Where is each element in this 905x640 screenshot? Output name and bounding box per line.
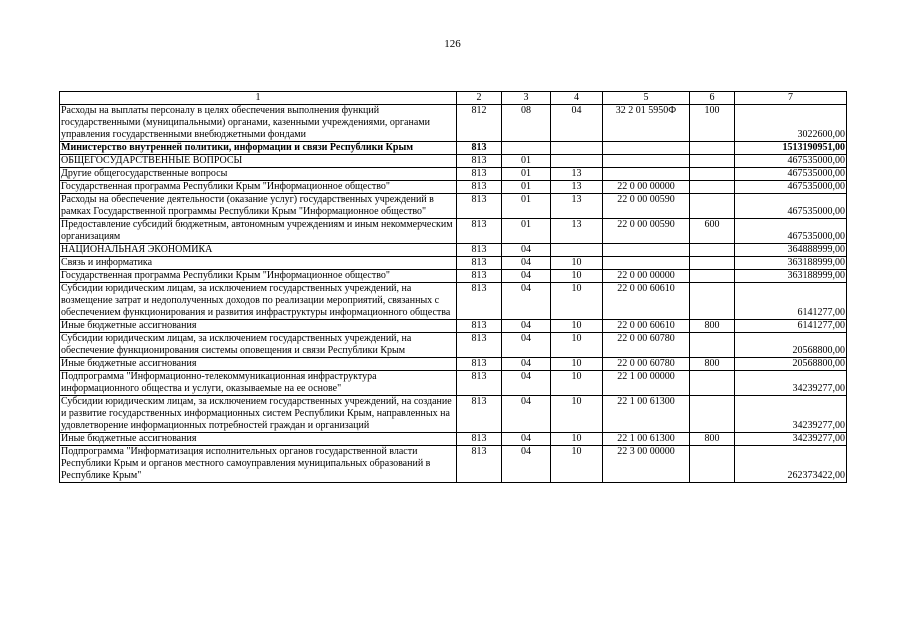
row-target-article-cell: 22 0 00 60780 xyxy=(603,333,690,358)
header-cell-4: 4 xyxy=(551,92,603,105)
row-section-cell: 01 xyxy=(502,181,551,194)
row-grbs-cell: 813 xyxy=(457,333,502,358)
row-section-cell: 04 xyxy=(502,396,551,433)
header-cell-2: 2 xyxy=(457,92,502,105)
row-amount-cell: 467535000,00 xyxy=(735,181,847,194)
row-subsection-cell: 10 xyxy=(551,257,603,270)
row-target-article-cell xyxy=(603,155,690,168)
row-section-cell: 04 xyxy=(502,433,551,446)
row-target-article-cell: 22 0 00 00590 xyxy=(603,219,690,244)
row-grbs-cell: 813 xyxy=(457,283,502,320)
row-name-cell: Подпрограмма "Информационно-телекоммуникационная инфраструктура информационного общества и услуги, оказываемые на ее основе" xyxy=(60,371,457,396)
table-row xyxy=(60,371,847,396)
row-section-cell: 01 xyxy=(502,194,551,219)
row-amount-cell: 363188999,00 xyxy=(735,270,847,283)
row-amount-cell: 262373422,00 xyxy=(735,446,847,483)
row-subsection-cell: 10 xyxy=(551,320,603,333)
row-subsection-cell: 13 xyxy=(551,168,603,181)
row-amount-cell: 34239277,00 xyxy=(735,396,847,433)
table-row xyxy=(60,219,847,244)
row-amount-cell: 34239277,00 xyxy=(735,371,847,396)
row-grbs-cell: 813 xyxy=(457,270,502,283)
row-amount-cell: 363188999,00 xyxy=(735,257,847,270)
row-amount-cell: 6141277,00 xyxy=(735,320,847,333)
row-grbs-cell: 813 xyxy=(457,155,502,168)
header-cell-3: 3 xyxy=(502,92,551,105)
row-subsection-cell: 10 xyxy=(551,371,603,396)
row-section-cell: 04 xyxy=(502,371,551,396)
row-grbs-cell: 813 xyxy=(457,142,502,155)
row-expense-type-cell xyxy=(690,168,735,181)
table-row xyxy=(60,358,847,371)
row-subsection-cell: 10 xyxy=(551,396,603,433)
table-row xyxy=(60,244,847,257)
row-expense-type-cell xyxy=(690,244,735,257)
row-target-article-cell: 22 0 00 00000 xyxy=(603,181,690,194)
row-amount-cell: 467535000,00 xyxy=(735,219,847,244)
row-name-cell: Расходы на выплаты персоналу в целях обеспечения выполнения функций государственными (муниципальными) органами, казенными учреждениями, органами управления государственными внебюджетными фондами xyxy=(60,105,457,142)
row-target-article-cell xyxy=(603,168,690,181)
row-grbs-cell: 813 xyxy=(457,446,502,483)
row-amount-cell: 6141277,00 xyxy=(735,283,847,320)
table-row xyxy=(60,155,847,168)
row-section-cell: 04 xyxy=(502,358,551,371)
row-section-cell: 04 xyxy=(502,333,551,358)
row-subsection-cell: 13 xyxy=(551,181,603,194)
row-target-article-cell xyxy=(603,142,690,155)
table-row xyxy=(60,333,847,358)
row-name-cell: Связь и информатика xyxy=(60,257,457,270)
header-cell-5: 5 xyxy=(603,92,690,105)
row-subsection-cell: 13 xyxy=(551,194,603,219)
row-grbs-cell: 813 xyxy=(457,396,502,433)
row-target-article-cell: 22 0 00 60610 xyxy=(603,283,690,320)
row-section-cell: 04 xyxy=(502,257,551,270)
row-grbs-cell: 813 xyxy=(457,433,502,446)
row-section-cell: 04 xyxy=(502,244,551,257)
row-expense-type-cell: 800 xyxy=(690,433,735,446)
row-amount-cell: 467535000,00 xyxy=(735,194,847,219)
row-name-cell: Субсидии юридическим лицам, за исключением государственных учреждений, на создание и развитие государственных информационных систем Республики Крым, направленных на удовлетворение информационных потребностей граждан и организаций xyxy=(60,396,457,433)
row-name-cell: Государственная программа Республики Крым "Информационное общество" xyxy=(60,181,457,194)
row-expense-type-cell xyxy=(690,257,735,270)
row-grbs-cell: 813 xyxy=(457,194,502,219)
row-target-article-cell: 32 2 01 5950Ф xyxy=(603,105,690,142)
row-subsection-cell xyxy=(551,142,603,155)
row-subsection-cell: 10 xyxy=(551,446,603,483)
row-expense-type-cell: 800 xyxy=(690,358,735,371)
row-section-cell: 01 xyxy=(502,155,551,168)
row-expense-type-cell xyxy=(690,142,735,155)
table-row xyxy=(60,194,847,219)
row-name-cell: НАЦИОНАЛЬНАЯ ЭКОНОМИКА xyxy=(60,244,457,257)
row-amount-cell: 364888999,00 xyxy=(735,244,847,257)
table-row xyxy=(60,320,847,333)
row-name-cell: Подпрограмма "Информатизация исполнительных органов государственной власти Республики Крым и органов местного самоуправления муниципальных образований в Республике Крым" xyxy=(60,446,457,483)
row-subsection-cell: 10 xyxy=(551,333,603,358)
row-grbs-cell: 813 xyxy=(457,371,502,396)
row-section-cell: 04 xyxy=(502,283,551,320)
row-section-cell xyxy=(502,142,551,155)
header-cell-7: 7 xyxy=(735,92,847,105)
row-expense-type-cell xyxy=(690,181,735,194)
row-target-article-cell xyxy=(603,257,690,270)
table-row xyxy=(60,181,847,194)
row-name-cell: Иные бюджетные ассигнования xyxy=(60,358,457,371)
row-expense-type-cell xyxy=(690,396,735,433)
row-expense-type-cell: 100 xyxy=(690,105,735,142)
row-target-article-cell: 22 1 00 00000 xyxy=(603,371,690,396)
row-target-article-cell: 22 0 00 60610 xyxy=(603,320,690,333)
row-grbs-cell: 813 xyxy=(457,358,502,371)
row-grbs-cell: 813 xyxy=(457,244,502,257)
row-expense-type-cell xyxy=(690,446,735,483)
row-expense-type-cell xyxy=(690,194,735,219)
row-expense-type-cell xyxy=(690,155,735,168)
row-subsection-cell: 13 xyxy=(551,219,603,244)
row-target-article-cell: 22 0 00 00590 xyxy=(603,194,690,219)
row-section-cell: 08 xyxy=(502,105,551,142)
row-grbs-cell: 813 xyxy=(457,168,502,181)
header-row xyxy=(60,92,847,105)
table-row xyxy=(60,257,847,270)
row-section-cell: 04 xyxy=(502,446,551,483)
row-grbs-cell: 813 xyxy=(457,181,502,194)
row-subsection-cell: 10 xyxy=(551,270,603,283)
row-name-cell: Расходы на обеспечение деятельности (оказание услуг) государственных учреждений в рамках Государственной программы Республики Крым "Информационное общество" xyxy=(60,194,457,219)
row-amount-cell: 467535000,00 xyxy=(735,168,847,181)
row-target-article-cell xyxy=(603,244,690,257)
row-expense-type-cell: 600 xyxy=(690,219,735,244)
row-target-article-cell: 22 1 00 61300 xyxy=(603,396,690,433)
row-grbs-cell: 813 xyxy=(457,257,502,270)
row-name-cell: Иные бюджетные ассигнования xyxy=(60,433,457,446)
row-expense-type-cell: 800 xyxy=(690,320,735,333)
row-name-cell: Предоставление субсидий бюджетным, автономным учреждениям и иным некоммерческим организациям xyxy=(60,219,457,244)
row-expense-type-cell xyxy=(690,283,735,320)
table-row xyxy=(60,142,847,155)
row-name-cell: Другие общегосударственные вопросы xyxy=(60,168,457,181)
row-name-cell: ОБЩЕГОСУДАРСТВЕННЫЕ ВОПРОСЫ xyxy=(60,155,457,168)
row-amount-cell: 3022600,00 xyxy=(735,105,847,142)
row-section-cell: 04 xyxy=(502,270,551,283)
row-subsection-cell xyxy=(551,244,603,257)
row-grbs-cell: 813 xyxy=(457,219,502,244)
row-name-cell: Субсидии юридическим лицам, за исключением государственных учреждений, на обеспечение функционирования системы оповещения и связи Республики Крым xyxy=(60,333,457,358)
row-subsection-cell: 04 xyxy=(551,105,603,142)
row-target-article-cell: 22 3 00 00000 xyxy=(603,446,690,483)
row-name-cell: Субсидии юридическим лицам, за исключением государственных учреждений, на возмещение затрат и недополученных доходов по реализации мероприятий, связанных с обеспечением функционирования и развития инфраструктуры информационного общества xyxy=(60,283,457,320)
header-cell-1: 1 xyxy=(60,92,457,105)
row-subsection-cell: 10 xyxy=(551,358,603,371)
row-section-cell: 01 xyxy=(502,219,551,244)
row-name-cell: Министерство внутренней политики, информации и связи Республики Крым xyxy=(60,142,457,155)
row-expense-type-cell xyxy=(690,270,735,283)
row-amount-cell: 1513190951,00 xyxy=(735,142,847,155)
table-row xyxy=(60,105,847,142)
table-row xyxy=(60,396,847,433)
row-amount-cell: 20568800,00 xyxy=(735,333,847,358)
table-row xyxy=(60,283,847,320)
row-expense-type-cell xyxy=(690,333,735,358)
table-row xyxy=(60,168,847,181)
row-amount-cell: 34239277,00 xyxy=(735,433,847,446)
row-expense-type-cell xyxy=(690,371,735,396)
row-amount-cell: 467535000,00 xyxy=(735,155,847,168)
row-target-article-cell: 22 0 00 00000 xyxy=(603,270,690,283)
row-section-cell: 04 xyxy=(502,320,551,333)
row-target-article-cell: 22 1 00 61300 xyxy=(603,433,690,446)
budget-table xyxy=(59,91,847,483)
row-grbs-cell: 813 xyxy=(457,320,502,333)
row-subsection-cell xyxy=(551,155,603,168)
row-name-cell: Иные бюджетные ассигнования xyxy=(60,320,457,333)
table-row xyxy=(60,446,847,483)
page-number: 126 xyxy=(444,38,461,50)
table-row xyxy=(60,270,847,283)
row-subsection-cell: 10 xyxy=(551,433,603,446)
row-subsection-cell: 10 xyxy=(551,283,603,320)
row-section-cell: 01 xyxy=(502,168,551,181)
row-grbs-cell: 812 xyxy=(457,105,502,142)
table-row xyxy=(60,433,847,446)
header-cell-6: 6 xyxy=(690,92,735,105)
row-target-article-cell: 22 0 00 60780 xyxy=(603,358,690,371)
row-amount-cell: 20568800,00 xyxy=(735,358,847,371)
row-name-cell: Государственная программа Республики Крым "Информационное общество" xyxy=(60,270,457,283)
